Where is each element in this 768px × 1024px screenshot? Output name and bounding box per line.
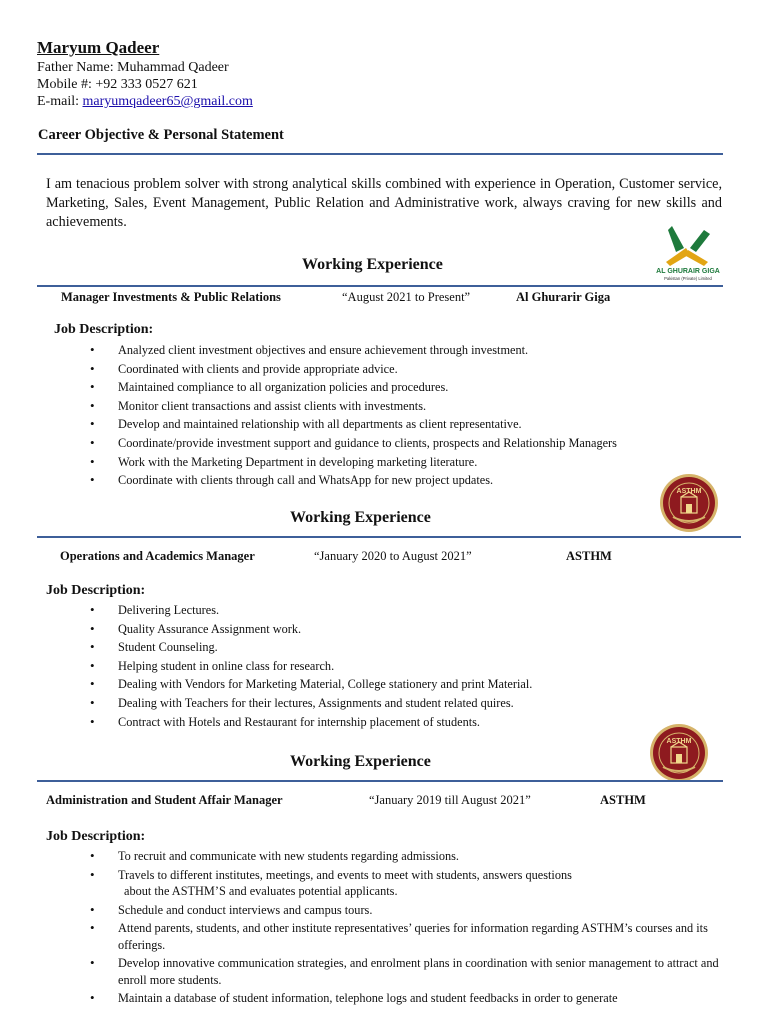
job-3-role: Administration and Student Affair Manager	[46, 793, 283, 807]
section-divider	[37, 285, 723, 287]
seal-label: ASTHM	[666, 738, 692, 745]
list-item: • Quality Assurance Assignment work.	[88, 620, 532, 639]
job-1-duties	[88, 341, 617, 490]
list-item: • Develop and maintained relationship with all departments as client representative.	[88, 415, 617, 434]
list-item: • Develop innovative communication strategies, and enrolment plans in coordination with senior management to attract and enroll more students.	[88, 955, 728, 988]
job-2-role: Operations and Academics Manager	[60, 549, 255, 563]
candidate-name: Maryum Qadeer	[37, 38, 160, 57]
seal-label: ASTHM	[676, 488, 702, 495]
asthm-seal-logo	[659, 473, 719, 533]
working-experience-title-2: Working Experience	[290, 509, 431, 526]
list-item: • Work with the Marketing Department in developing marketing literature.	[88, 453, 617, 472]
job-2-period: “January 2020 to August 2021”	[314, 549, 472, 563]
list-item: • Coordinated with clients and provide appropriate advice.	[88, 360, 617, 379]
job-2-duties	[88, 601, 532, 731]
job-3-duties	[88, 848, 728, 1009]
father-name: Father Name: Muhammad Qadeer	[37, 60, 229, 75]
section-divider	[37, 536, 741, 538]
objective-heading: Career Objective & Personal Statement	[38, 127, 284, 143]
list-item: • Coordinate/provide investment support and guidance to clients, prospects and Relationship Managers	[88, 434, 617, 453]
job-3-company: ASTHM	[600, 793, 646, 807]
mobile-number: Mobile #: +92 333 0527 621	[37, 77, 198, 92]
job-1-description-label: Job Description:	[54, 322, 154, 337]
job-1-company: Al Ghurarir Giga	[516, 290, 611, 304]
list-item: • Dealing with Teachers for their lectures, Assignments and student related quires.	[88, 694, 532, 713]
objective-text: I am tenacious problem solver with strong analytical skills combined with experience in Operation, Customer service, Marketing, Sales, Event Management, Public Relation and Administrative work, always craving for new skills and achievements.	[46, 176, 722, 230]
email-link[interactable]: maryumqadeer65@gmail.com	[82, 94, 253, 109]
job-1-role: Manager Investments & Public Relations	[61, 290, 281, 304]
ghurair-logo-name: AL GHURAIR GIGA	[656, 268, 720, 275]
asthm-seal-logo	[649, 723, 709, 783]
list-item: • Delivering Lectures.	[88, 601, 532, 620]
job-2-company: ASTHM	[566, 549, 612, 563]
list-item: • Analyzed client investment objectives and ensure achievement through investment.	[88, 341, 617, 360]
section-divider	[37, 153, 723, 155]
ghurair-logo-sub: Pakistan (Private) Limited	[664, 276, 712, 281]
list-item: • Monitor client transactions and assist clients with investments.	[88, 397, 617, 416]
list-item: • Schedule and conduct interviews and campus tours.	[88, 902, 728, 919]
email-label: E-mail:	[37, 94, 83, 109]
al-ghurair-giga-logo	[650, 222, 726, 282]
section-divider	[37, 780, 723, 782]
list-item: • Coordinate with clients through call and WhatsApp for new project updates.	[88, 471, 617, 490]
list-item: • Student Counseling.	[88, 638, 532, 657]
list-item: • Maintain a database of student information, telephone logs and student feedbacks in order to generate	[88, 990, 728, 1007]
list-item-continuation: about the ASTHM’S and evaluates potential applicants.	[124, 884, 398, 898]
list-item: • Attend parents, students, and other institute representatives’ queries for information regarding ASTHM’s courses and its offerings.	[88, 920, 728, 953]
list-item: • Dealing with Vendors for Marketing Material, College stationery and print Material.	[88, 675, 532, 694]
working-experience-title-3: Working Experience	[290, 753, 431, 770]
list-item: • To recruit and communicate with new students regarding admissions.	[88, 848, 728, 865]
job-3-description-label: Job Description:	[46, 829, 146, 844]
job-2-description-label: Job Description:	[46, 583, 146, 598]
job-1-period: “August 2021 to Present”	[342, 290, 471, 304]
list-item: • Maintained compliance to all organization policies and procedures.	[88, 378, 617, 397]
job-3-period: “January 2019 till August 2021”	[369, 793, 531, 807]
list-item-line: Travels to different institutes, meetings, and events to meet with students, answers questions	[118, 867, 572, 882]
list-item	[88, 867, 728, 900]
email-line	[37, 93, 253, 110]
working-experience-title-1: Working Experience	[302, 256, 443, 273]
list-item: • Helping student in online class for research.	[88, 657, 532, 676]
list-item: • Contract with Hotels and Restaurant for internship placement of students.	[88, 713, 532, 732]
